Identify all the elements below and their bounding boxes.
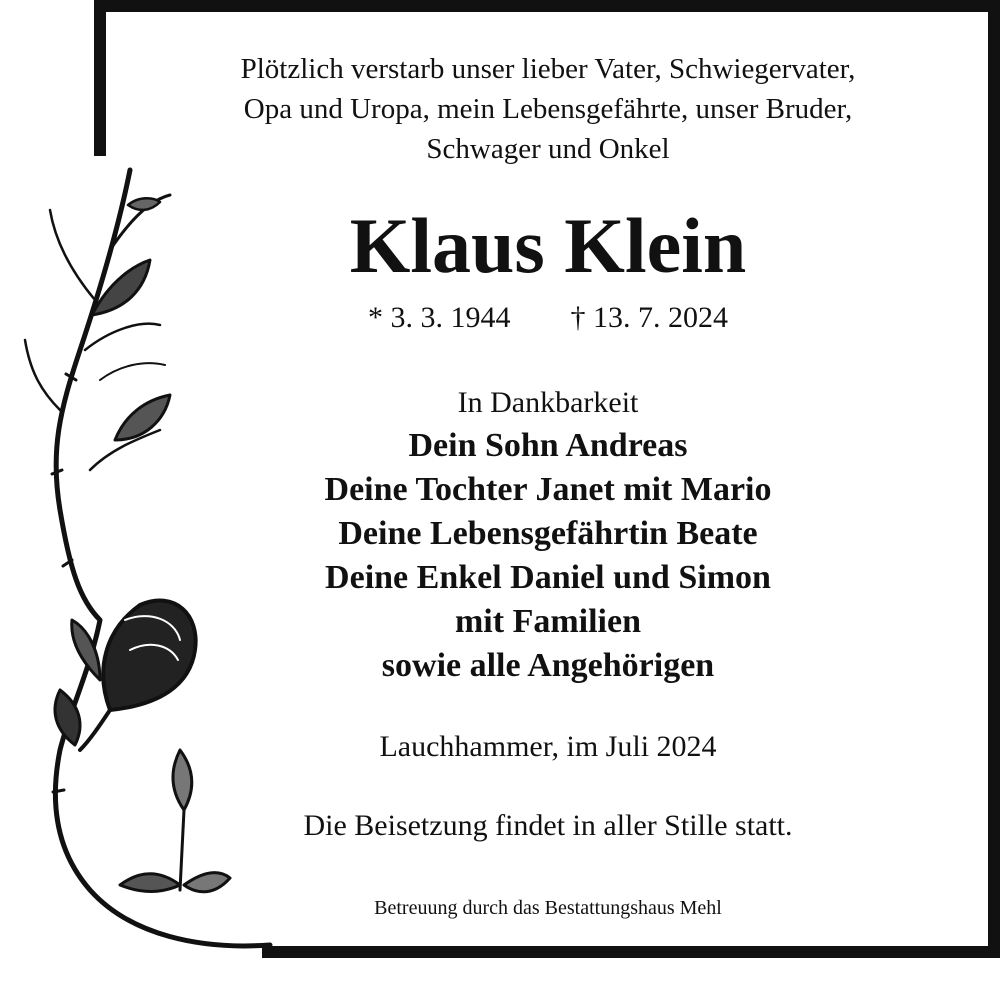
mourner-line: sowie alle Angehörigen — [381, 647, 715, 684]
frame-border-top — [94, 0, 1000, 12]
mourner-line: Dein Sohn Andreas — [408, 427, 688, 464]
frame-border-right — [988, 0, 1000, 958]
intro-line: Opa und Uropa, mein Lebensgefährte, unser Bruder, — [243, 93, 853, 125]
burial-note: Die Beisetzung findet in aller Stille statt. — [303, 809, 793, 842]
thanks-line: In Dankbarkeit — [457, 386, 639, 419]
life-dates: * 3. 3. 1944 † 13. 7. 2024 — [368, 301, 728, 334]
place-date: Lauchhammer, im Juli 2024 — [379, 730, 717, 763]
frame-border-bottom — [262, 946, 1000, 958]
intro-line: Schwager und Onkel — [426, 133, 670, 165]
intro-text — [110, 49, 986, 169]
undertaker-note: Betreuung durch das Bestattungshaus Mehl — [374, 897, 722, 919]
mourner-line: Deine Enkel Daniel und Simon — [325, 559, 771, 596]
deceased-name: Klaus Klein — [349, 202, 747, 289]
mourners-list — [110, 424, 986, 688]
mourner-line: Deine Lebensgefährtin Beate — [338, 515, 758, 552]
frame-border-left — [94, 0, 106, 156]
mourner-line: Deine Tochter Janet mit Mario — [324, 471, 772, 508]
intro-line: Plötzlich verstarb unser lieber Vater, Schwiegervater, — [240, 53, 856, 85]
mourner-line: mit Familien — [454, 603, 642, 640]
